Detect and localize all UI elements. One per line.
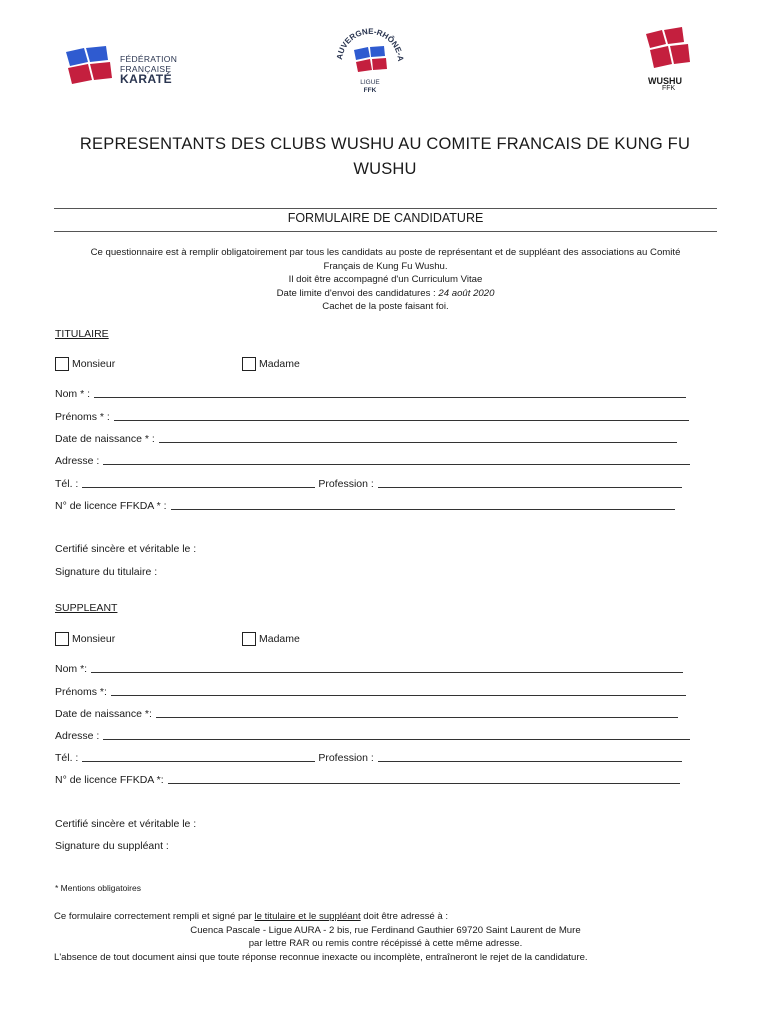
- suppleant-adresse-input[interactable]: [103, 739, 690, 740]
- title-line2: WUSHU: [353, 160, 417, 178]
- titulaire-licence-label: N° de licence FFKDA * :: [55, 500, 167, 512]
- suppleant-adresse-field[interactable]: [55, 728, 690, 742]
- titulaire-prenoms-input[interactable]: [114, 420, 689, 421]
- titulaire-monsieur-option[interactable]: [55, 357, 115, 371]
- suppleant-madame-label: Madame: [259, 633, 300, 645]
- intro-deadline-label: Date limite d'envoi des candidatures :: [276, 287, 439, 299]
- suppleant-monsieur-option[interactable]: [55, 632, 115, 646]
- titulaire-signature-label: Signature du titulaire :: [55, 566, 158, 578]
- ffk-line3: KARATÉ: [120, 72, 173, 86]
- suppleant-naissance-field[interactable]: [55, 706, 678, 720]
- intro-line2: Français de Kung Fu Wushu.: [323, 260, 448, 272]
- suppleant-prenoms-field[interactable]: [55, 684, 686, 698]
- titulaire-profession-input[interactable]: [378, 487, 682, 488]
- suppleant-adresse-label: Adresse :: [55, 730, 100, 742]
- wushu-logo: [640, 24, 700, 94]
- divider-bottom: [54, 231, 717, 232]
- suppleant-prenoms-label: Prénoms *:: [55, 686, 107, 698]
- titulaire-prenoms-field[interactable]: [55, 409, 689, 423]
- suppleant-certifie-label: Certifié sincère et véritable le :: [55, 818, 197, 830]
- titulaire-naissance-label: Date de naissance * :: [55, 433, 155, 445]
- titulaire-monsieur-checkbox[interactable]: [55, 357, 69, 371]
- suppleant-madame-checkbox[interactable]: [242, 632, 256, 646]
- titulaire-madame-option[interactable]: [242, 357, 300, 371]
- titulaire-profession-label: Profession :: [318, 478, 374, 490]
- intro-deadline-date: 24 août 2020: [438, 287, 495, 299]
- suppleant-naissance-input[interactable]: [156, 717, 678, 718]
- titulaire-prenoms-label: Prénoms * :: [55, 411, 110, 423]
- titulaire-nom-input[interactable]: [94, 397, 686, 398]
- footer-line1-a: Ce formulaire correctement rempli et signé par: [54, 911, 255, 922]
- titulaire-tel-input[interactable]: [82, 487, 315, 488]
- titulaire-nom-field[interactable]: [55, 386, 686, 400]
- footer-address: Cuenca Pascale - Ligue AURA - 2 bis, rue Ferdinand Gauthier 69720 Saint Laurent de Mure: [190, 924, 581, 936]
- ligue-logo: [330, 20, 410, 100]
- intro-text: [54, 246, 717, 314]
- suppleant-signature-label: Signature du suppléant :: [55, 840, 169, 852]
- titulaire-naissance-input[interactable]: [159, 442, 677, 443]
- suppleant-monsieur-label: Monsieur: [72, 633, 116, 645]
- suppleant-profession-label: Profession :: [318, 752, 374, 764]
- titulaire-adresse-field[interactable]: [55, 453, 690, 467]
- suppleant-tel-field[interactable]: [55, 750, 682, 764]
- intro-line3: Il doit être accompagné d'un Curriculum Vitae: [288, 274, 483, 285]
- titulaire-heading: TITULAIRE: [55, 328, 109, 340]
- titulaire-madame-label: Madame: [259, 358, 300, 370]
- footer-line1-c: doit être adressé à :: [360, 911, 449, 922]
- suppleant-nom-input[interactable]: [91, 672, 683, 673]
- titulaire-naissance-field[interactable]: [55, 431, 677, 445]
- ffk-line1: FÉDÉRATION: [120, 54, 178, 64]
- wushu-line2: FFK: [662, 85, 676, 92]
- svg-text:FFK: FFK: [363, 87, 377, 94]
- suppleant-heading: SUPPLEANT: [55, 602, 118, 614]
- suppleant-tel-input[interactable]: [82, 761, 315, 762]
- suppleant-profession-input[interactable]: [378, 761, 682, 762]
- titulaire-adresse-label: Adresse :: [55, 455, 100, 467]
- titulaire-madame-checkbox[interactable]: [242, 357, 256, 371]
- titulaire-licence-field[interactable]: [55, 498, 675, 512]
- suppleant-licence-label: N° de licence FFKDA *:: [55, 774, 164, 786]
- wushu-line1: WUSHU: [648, 76, 682, 86]
- suppleant-licence-field[interactable]: [55, 772, 680, 786]
- footer-instructions: [54, 910, 717, 964]
- ffk-line2: FRANÇAISE: [120, 64, 172, 74]
- footer-delivery: par lettre RAR ou remis contre récépissé à cette même adresse.: [248, 938, 523, 949]
- suppleant-tel-label: Tél. :: [55, 752, 79, 764]
- suppleant-nom-field[interactable]: [55, 661, 683, 675]
- suppleant-prenoms-input[interactable]: [111, 695, 686, 696]
- svg-text:LIGUE: LIGUE: [360, 79, 380, 86]
- suppleant-madame-option[interactable]: [242, 632, 300, 646]
- title-line1: REPRESENTANTS DES CLUBS WUSHU AU COMITE FRANCAIS DE KUNG FU: [79, 135, 691, 153]
- titulaire-monsieur-label: Monsieur: [72, 358, 116, 370]
- titulaire-tel-field[interactable]: [55, 476, 682, 490]
- footer-warning: L'absence de tout document ainsi que toute réponse reconnue inexacte ou incomplète, entraîneront le rejet de la candidature.: [54, 951, 588, 963]
- suppleant-naissance-label: Date de naissance *:: [55, 708, 152, 720]
- titulaire-nom-label: Nom * :: [55, 388, 91, 400]
- intro-line1: Ce questionnaire est à remplir obligatoirement par tous les candidats au poste de représentant et de suppléant des associations au Comité: [90, 247, 681, 258]
- mentions-note: * Mentions obligatoires: [55, 883, 141, 893]
- suppleant-nom-label: Nom *:: [55, 663, 88, 675]
- suppleant-monsieur-checkbox[interactable]: [55, 632, 69, 646]
- ligue-seal-icon: [330, 20, 410, 100]
- intro-line5: Cachet de la poste faisant foi.: [322, 301, 449, 312]
- suppleant-licence-input[interactable]: [168, 783, 680, 784]
- ffk-logo: [62, 40, 192, 96]
- titulaire-certifie-label: Certifié sincère et véritable le :: [55, 543, 197, 555]
- footer-line1-b: le titulaire et le suppléant: [254, 911, 361, 922]
- titulaire-licence-input[interactable]: [171, 509, 675, 510]
- svg-text:AUVERGNE-RHÔNE-ALPES: AUVERGNE-RHÔNE-A: [335, 26, 406, 62]
- divider-top: [54, 208, 717, 209]
- wushu-emblem-icon: [640, 24, 700, 74]
- form-subtitle: FORMULAIRE DE CANDIDATURE: [287, 211, 484, 225]
- page-title: [60, 132, 710, 182]
- ffk-emblem-icon: [62, 44, 118, 94]
- titulaire-adresse-input[interactable]: [103, 464, 690, 465]
- titulaire-tel-label: Tél. :: [55, 478, 79, 490]
